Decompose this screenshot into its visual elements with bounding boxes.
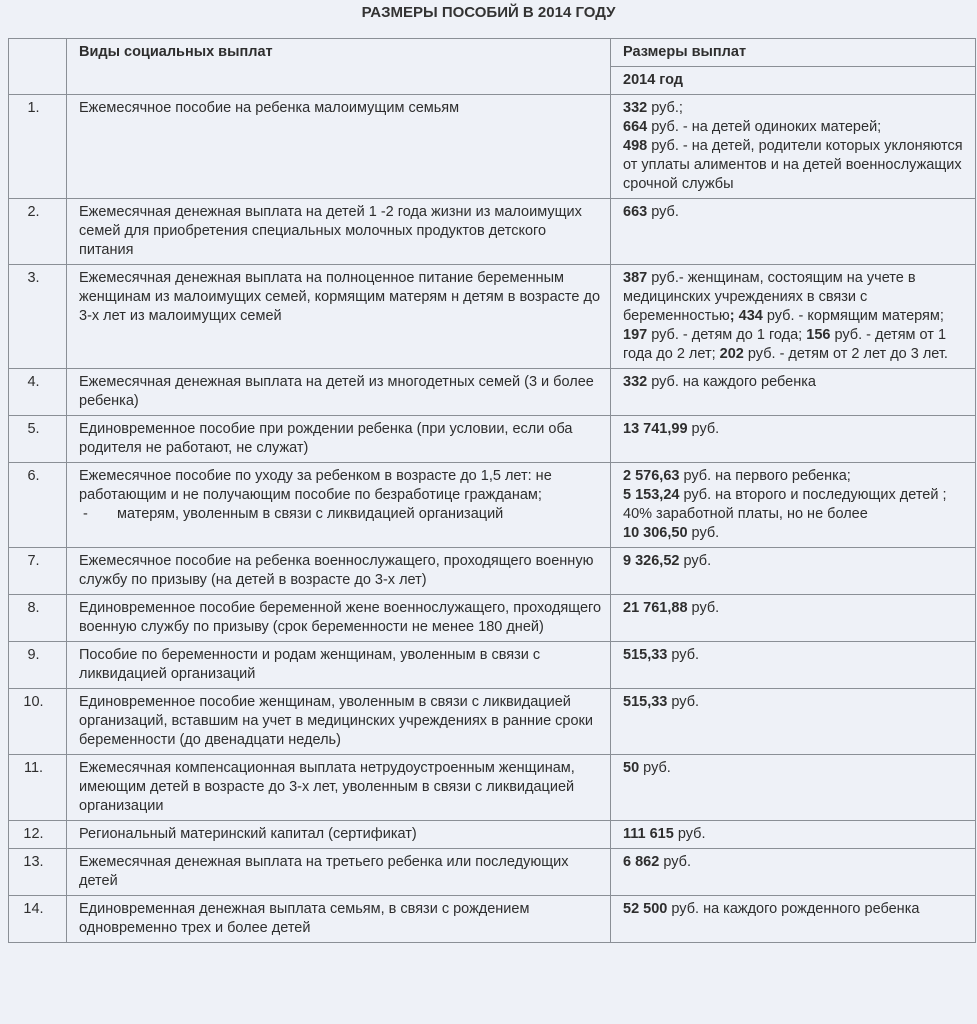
amount-value: 111 615 (623, 826, 674, 842)
amount-value: 50 (623, 760, 640, 776)
benefit-description (67, 416, 611, 463)
amount-value: 515,33 (623, 694, 668, 710)
amount-text: руб. (673, 826, 706, 842)
row-number: 13. (9, 849, 67, 896)
benefit-amount (611, 463, 976, 548)
benefit-amount (611, 849, 976, 896)
table-row (9, 849, 976, 896)
table-row (9, 821, 976, 849)
benefit-description-text: Единовременное пособие при рождении ребенка (при условии, если оба родителя не работают, не служат) (79, 421, 573, 456)
amount-text: руб.; (647, 100, 683, 116)
amount-text: руб. - детям от 2 лет до 3 лет. (743, 346, 948, 362)
benefit-description-text: Единовременное пособие беременной жене военнослужащего, проходящего военную службу по призыву (срок беременности не менее 180 дней) (79, 600, 602, 635)
benefit-description (67, 95, 611, 199)
amount-text: руб. (687, 525, 720, 541)
benefit-description-text: Ежемесячная денежная выплата на полноценное питание беременным женщинам из малоимущих семей, кормящим матерям н детям в возрасте до 3-х лет из малоимущих семей (79, 270, 601, 324)
row-number: 9. (9, 642, 67, 689)
benefit-description (67, 896, 611, 943)
amount-text: руб. (667, 694, 700, 710)
header-num-cell (9, 39, 67, 95)
benefit-amount (611, 265, 976, 369)
benefit-amount (611, 369, 976, 416)
amount-value: 202 (719, 346, 744, 362)
amount-value: 52 500 (623, 901, 668, 917)
benefit-sub-item (79, 505, 604, 524)
row-number: 2. (9, 199, 67, 265)
benefit-amount (611, 416, 976, 463)
row-number: 10. (9, 689, 67, 755)
amount-text: руб. - кормящим матерям; (762, 308, 944, 324)
benefit-description-text: Ежемесячная компенсационная выплата нетрудоустроенным женщинам, имеющим детей в возрасте до 3-х лет, уволенным в связи с ликвидацией организации (79, 760, 575, 814)
amount-text: руб. (639, 760, 671, 776)
row-number: 14. (9, 896, 67, 943)
row-number: 11. (9, 755, 67, 821)
row-number: 8. (9, 595, 67, 642)
amount-text: руб. - детям до 1 года; (647, 327, 807, 343)
table-row (9, 595, 976, 642)
benefit-description (67, 755, 611, 821)
bullet-dash: - (83, 506, 88, 522)
amount-value: ; 434 (729, 308, 763, 324)
amount-value: 2 576,63 (623, 468, 680, 484)
amount-value: 9 326,52 (623, 553, 680, 569)
row-number: 1. (9, 95, 67, 199)
benefit-description-text: Ежемесячная денежная выплата на третьего ребенка или последующих детей (79, 854, 569, 889)
table-row (9, 896, 976, 943)
benefit-amount (611, 642, 976, 689)
amount-text: руб. на первого ребенка; (679, 468, 851, 484)
header-amounts: Размеры выплат (611, 39, 976, 67)
benefit-amount (611, 595, 976, 642)
benefit-amount (611, 548, 976, 595)
benefit-description (67, 595, 611, 642)
amount-value: 664 (623, 119, 648, 135)
benefit-amount (611, 755, 976, 821)
table-row (9, 689, 976, 755)
row-number: 6. (9, 463, 67, 548)
benefit-description (67, 642, 611, 689)
table-row (9, 642, 976, 689)
benefit-description-text: Единовременное пособие женщинам, уволенным в связи с ликвидацией организаций, вставшим на учет в медицинских учреждениях в ранние сроки беременности (до двенадцати недель) (79, 694, 593, 748)
benefit-description (67, 548, 611, 595)
benefit-description-text: Ежемесячное пособие по уходу за ребенком в возрасте до 1,5 лет: не работающим и не получающим пособие по безработице гражданам; (79, 468, 552, 503)
benefit-description-text: Единовременная денежная выплата семьям, в связи с рождением одновременно трех и более детей (79, 901, 530, 936)
row-number: 5. (9, 416, 67, 463)
amount-value: 515,33 (623, 647, 668, 663)
row-number: 12. (9, 821, 67, 849)
benefit-description-text: Пособие по беременности и родам женщинам, уволенным в связи с ликвидацией организаций (79, 647, 541, 682)
amount-value: 498 (623, 138, 648, 154)
amount-text: руб. - на детей одиноких матерей; (647, 119, 882, 135)
benefit-amount (611, 95, 976, 199)
benefit-amount (611, 199, 976, 265)
benefit-amount (611, 689, 976, 755)
table-row (9, 755, 976, 821)
header-row (9, 39, 976, 67)
table-row (9, 548, 976, 595)
benefit-description (67, 463, 611, 548)
header-types: Виды социальных выплат (67, 39, 611, 95)
table-row (9, 416, 976, 463)
amount-value: 13 741,99 (623, 421, 688, 437)
amount-value: 663 (623, 204, 648, 220)
benefit-description (67, 199, 611, 265)
amount-text: руб. - детям от 1 года до 2 лет; (623, 327, 947, 362)
amount-value: 6 862 (623, 854, 660, 870)
amount-value: 332 (623, 100, 648, 116)
amount-text: руб. (679, 553, 712, 569)
table-row (9, 369, 976, 416)
amount-value: 332 (623, 374, 648, 390)
amount-text: руб. (659, 854, 691, 870)
amount-text: руб. на каждого ребенка (647, 374, 816, 390)
benefits-table-body (9, 39, 976, 943)
table-row (9, 95, 976, 199)
amount-text: 40% заработной платы, но не более (623, 506, 868, 522)
amount-value: 387 (623, 270, 648, 286)
amount-text: руб. (687, 600, 720, 616)
benefit-description (67, 849, 611, 896)
amount-value: 156 (806, 327, 831, 343)
amount-text: руб. (687, 421, 720, 437)
amount-value: 21 761,88 (623, 600, 688, 616)
amount-value: 5 153,24 (623, 487, 680, 503)
benefit-description (67, 689, 611, 755)
benefit-sub-item-text: матерям, уволенным в связи с ликвидацией организаций (117, 506, 504, 522)
table-row (9, 463, 976, 548)
row-number: 7. (9, 548, 67, 595)
benefit-description-text: Ежемесячное пособие на ребенка малоимущим семьям (79, 100, 460, 116)
amount-text: руб.- женщинам, состоящим на учете в медицинских учреждениях в связи с беременностью (623, 270, 916, 324)
table-row (9, 199, 976, 265)
amount-text: руб. - на детей, родители которых уклоняются от уплаты алиментов и на детей военнослужащих срочной службы (623, 138, 963, 192)
benefit-description-text: Ежемесячная денежная выплата на детей из многодетных семей (3 и более ребенка) (79, 374, 594, 409)
benefit-amount (611, 821, 976, 849)
row-number: 4. (9, 369, 67, 416)
page-title: РАЗМЕРЫ ПОСОБИЙ В 2014 ГОДУ (361, 4, 616, 21)
header-year: 2014 год (611, 67, 976, 95)
benefits-table (8, 38, 976, 943)
table-row (9, 265, 976, 369)
benefit-description-text: Ежемесячное пособие на ребенка военнослужащего, проходящего военную службу по призыву (на детей в возрасте до 3-х лет) (79, 553, 594, 588)
amount-text: руб. (667, 647, 700, 663)
row-number: 3. (9, 265, 67, 369)
benefit-description-text: Ежемесячная денежная выплата на детей 1 -2 года жизни из малоимущих семей для приобретения специальных молочных продуктов детского питания (79, 204, 582, 258)
amount-value: 197 (623, 327, 648, 343)
benefit-description (67, 265, 611, 369)
amount-value: 10 306,50 (623, 525, 688, 541)
benefit-description (67, 369, 611, 416)
amount-text: руб. на второго и последующих детей ; (679, 487, 947, 503)
benefit-description-text: Региональный материнский капитал (сертификат) (79, 826, 417, 842)
amount-text: руб. на каждого рожденного ребенка (667, 901, 920, 917)
amount-text: руб. (647, 204, 679, 220)
benefit-description (67, 821, 611, 849)
benefit-amount (611, 896, 976, 943)
